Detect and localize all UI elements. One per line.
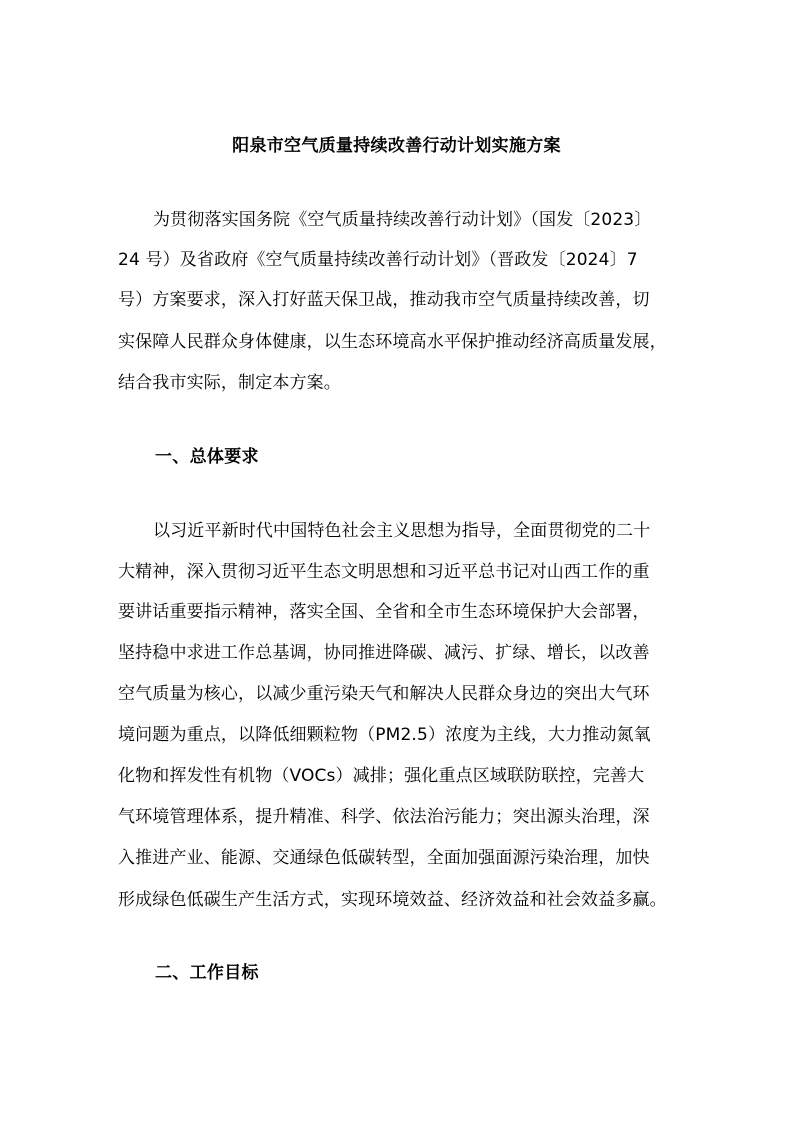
- section1-line-7: 化物和挥发性有机物（VOCs）减排；强化重点区域联防联控，完善大: [118, 766, 645, 786]
- section1-line-1: 以习近平新时代中国特色社会主义思想为指导，全面贯彻党的二十: [153, 521, 651, 541]
- intro-line-2: 24 号）及省政府《空气质量持续改善行动计划》（晋政发〔2024〕7: [118, 250, 638, 270]
- page-title: 阳泉市空气质量持续改善行动计划实施方案: [232, 136, 561, 156]
- section1-line-4: 坚持稳中求进工作总基调，协同推进降碳、减污、扩绿、增长，以改善: [118, 643, 650, 663]
- section1-line-3: 要讲话重要指示精神，落实全国、全省和全市生态环境保护大会部署，: [118, 602, 650, 622]
- section1-line-2: 大精神，深入贯彻习近平生态文明思想和习近平总书记对山西工作的重: [118, 562, 650, 582]
- section1-line-10: 形成绿色低碳生产生活方式，实现环境效益、经济效益和社会效益多赢。: [118, 890, 667, 910]
- section-heading-work-goals: 二、工作目标: [155, 963, 259, 983]
- section-heading-general-requirements: 一、总体要求: [155, 447, 259, 467]
- section1-line-5: 空气质量为核心，以减少重污染天气和解决人民群众身边的突出大气环: [118, 684, 650, 704]
- section1-line-6: 境问题为重点，以降低细颗粒物（PM2.5）浓度为主线，大力推动氮氧: [118, 725, 651, 745]
- section1-line-9: 入推进产业、能源、交通绿色低碳转型，全面加强面源污染治理，加快: [118, 848, 650, 868]
- intro-line-5: 结合我市实际，制定本方案。: [118, 373, 341, 393]
- intro-line-1: 为贯彻落实国务院《空气质量持续改善行动计划》（国发〔2023〕: [153, 210, 652, 230]
- section1-line-8: 气环境管理体系，提升精准、科学、依法治污能力；突出源头治理，深: [118, 807, 650, 827]
- intro-line-3: 号）方案要求，深入打好蓝天保卫战，推动我市空气质量持续改善，切: [118, 290, 650, 310]
- intro-line-4: 实保障人民群众身体健康，以生态环境高水平保护推动经济高质量发展，: [118, 332, 667, 352]
